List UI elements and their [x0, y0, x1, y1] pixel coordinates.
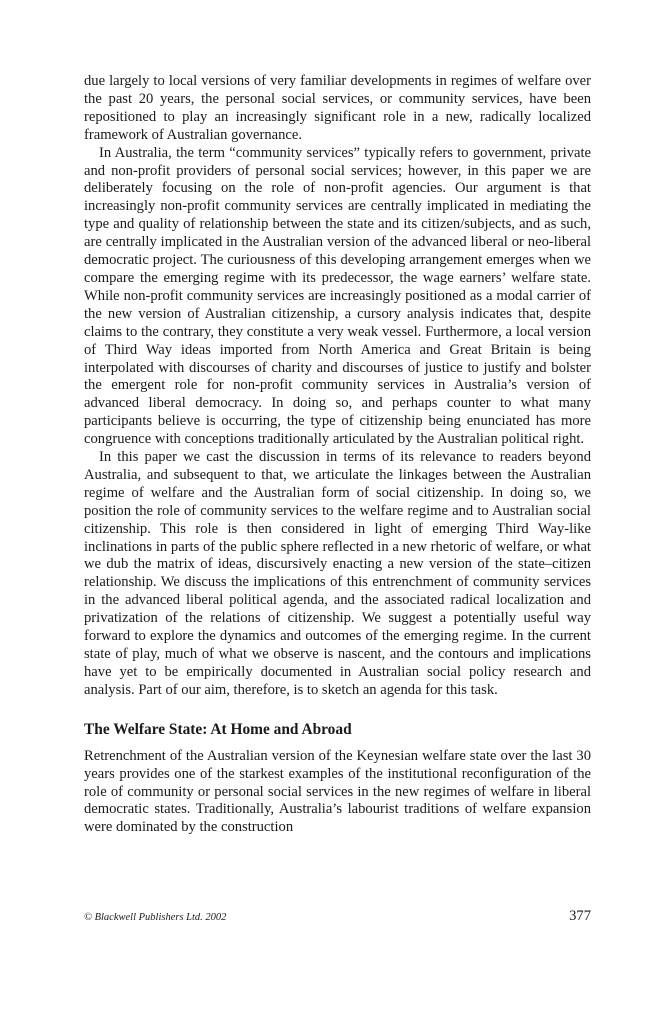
paragraph-4: Retrenchment of the Australian version of the Keynesian welfare state over the last 30 years provides one of the starkest examples of the institutional reconfiguration of the role of community or personal social services in the new regimes of welfare in liberal democratic states. Traditionally, Australia’s labourist traditions of welfare expansion were dominated by the construction	[84, 747, 591, 836]
paragraph-3: In this paper we cast the discussion in terms of its relevance to readers beyond Australia, and subsequent to that, we articulate the linkages between the Australian regime of welfare and the Australian form of social citizenship. In doing so, we position the role of community services to the welfare regime and to Australian social citizenship. This role is then considered in light of emerging Third Way-like inclinations in parts of the public sphere reflected in a new rhetoric of welfare, or what we dub the matrix of ideas, discursively enacting a new version of the state–citizen relationship. We discuss the implications of this entrenchment of community services in the advanced liberal political agenda, and the associated radical localization and privatization of the relations of citizenship. We suggest a potentially useful way forward to explore the dynamics and outcomes of the emerging regime. In the current state of play, much of what we observe is nascent, and the contours and implications have yet to be empirically documented in Australian social policy research and analysis. Part of our aim, therefore, is to sketch an agenda for this task.	[84, 449, 591, 698]
section-heading: The Welfare State: At Home and Abroad	[84, 720, 352, 738]
page-number: 377	[569, 908, 591, 924]
paragraph-2: In Australia, the term “community services” typically refers to government, private and non-profit providers of personal social services; however, in this paper we are deliberately focusing on the role of non-profit agencies. Our argument is that increasingly non-profit community services are centrally implicated in mediating the type and quality of relationship between the state and its citizen/subjects, and as such, are centrally implicated in the Australian version of the advanced liberal or neo-liberal democratic project. The curiousness of this developing arrangement emerges when we compare the emerging regime with its predecessor, the wage earners’ welfare state. While non-profit community services are increasingly positioned as a modal carrier of the new version of Australian citizenship, a cursory analysis indicates that, despite claims to the contrary, they constitute a very weak vessel. Furthermore, a local version of Third Way ideas imported from North America and Great Britain is being interpolated with discourses of charity and discourses of justice to justify and bolster the emergent role for non-profit community services in Australia’s version of advanced liberal democracy. In doing so, and perhaps counter to what many participants believe is occurring, the type of citizenship being enunciated has more congruence with conceptions traditionally articulated by the Australian political right.	[84, 144, 591, 448]
paragraph-1: due largely to local versions of very familiar developments in regimes of welfare over the past 20 years, the personal social services, or community services, have been repositioned to play an increasingly significant role in a new, radically localized framework of Australian governance.	[84, 73, 591, 143]
page-footer	[84, 908, 591, 928]
copyright-notice: © Blackwell Publishers Ltd. 2002	[84, 912, 227, 923]
page-body	[84, 73, 591, 837]
